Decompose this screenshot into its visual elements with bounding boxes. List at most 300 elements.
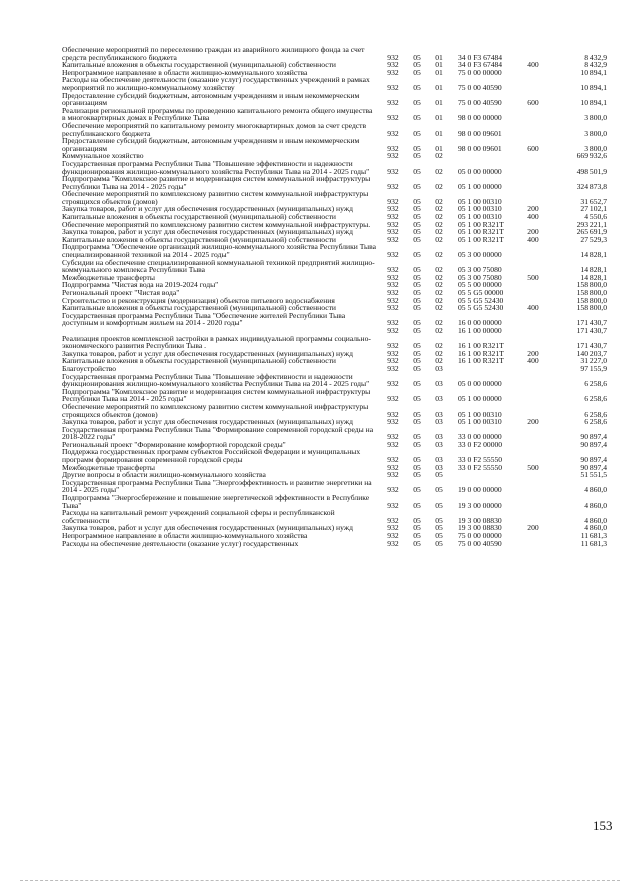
cell-csr: 75 0 00 00000 [458, 531, 502, 540]
cell-sum: 498 501,9 [576, 166, 607, 176]
table-row [62, 494, 640, 509]
page-number: 153 [593, 818, 613, 833]
cell-sum: 158 800,0 [576, 295, 607, 305]
cell-csr: 05 3 00 75080 [458, 272, 502, 282]
table-row [62, 312, 640, 327]
cell-pr: 03 [435, 432, 443, 442]
cell-name: Непрограммное направление в области жилищно-коммунального хозяйства [62, 67, 308, 77]
cell-csr: 33 0 F2 55550 [458, 455, 503, 465]
cell-pr: 02 [435, 265, 443, 275]
cell-rz: 05 [413, 265, 421, 275]
cell-grbs: 932 [387, 439, 399, 449]
cell-name: Поддержка государственных программ субъектов Российской Федерации и муниципальных программ формирования современной городской среды [62, 447, 361, 465]
cell-vr: 500 [527, 272, 539, 282]
cell-grbs: 932 [387, 455, 399, 465]
cell-grbs: 932 [387, 379, 399, 389]
cell-grbs: 932 [387, 500, 399, 510]
cell-csr: 05 1 00 00310 [458, 204, 502, 214]
cell-sum: 27 529,3 [580, 234, 607, 244]
cell-rz: 05 [413, 212, 421, 222]
cell-vr: 200 [527, 204, 539, 214]
cell-csr: 33 0 00 00000 [458, 432, 502, 442]
cell-pr: 01 [435, 128, 443, 138]
cell-rz: 05 [413, 363, 421, 373]
cell-sum: 158 800,0 [576, 303, 607, 313]
cell-name: Межбюджетные трансферты [62, 272, 155, 282]
table-row [62, 137, 640, 152]
cell-csr: 05 1 00 00000 [458, 394, 502, 404]
cell-csr: 05 1 00 00310 [458, 212, 502, 222]
cell-sum: 8 432,9 [584, 60, 607, 70]
cell-rz: 05 [413, 462, 421, 472]
cell-rz: 05 [413, 234, 421, 244]
cell-grbs: 932 [387, 143, 399, 153]
table-row [62, 46, 640, 61]
cell-vr: 600 [527, 98, 539, 108]
cell-name: Благоустройство [62, 363, 117, 373]
cell-name: Капитальные вложения в объекты государственной (муниципальной) собственности [62, 356, 336, 366]
footer-rule [20, 880, 620, 882]
cell-name: Региональный проект "Формирование комфортной городской среды" [62, 439, 286, 449]
table-row [62, 388, 640, 403]
cell-grbs: 932 [387, 82, 399, 92]
cell-name: Государственная программа Республики Тыва "Энергоэффективность и развитие энергетики на 2014 - 2025 годы" [62, 477, 372, 495]
cell-rz: 05 [413, 181, 421, 191]
cell-name: Обеспечение мероприятий по капитальному ремонту многоквартирных домов за счет средств республиканского бюджета [62, 120, 367, 138]
cell-sum: 171 430,7 [576, 325, 607, 335]
cell-sum: 3 800,0 [584, 143, 607, 153]
cell-rz: 05 [413, 227, 421, 237]
cell-sum: 6 258,6 [584, 394, 607, 404]
cell-name: Коммунальное хозяйство [62, 151, 144, 161]
cell-pr: 03 [435, 363, 443, 373]
cell-rz: 05 [413, 295, 421, 305]
cell-sum: 171 430,7 [576, 341, 607, 351]
cell-sum: 4 860,0 [584, 485, 607, 495]
cell-grbs: 932 [387, 325, 399, 335]
cell-name: Капитальные вложения в объекты государственной (муниципальной) собственности [62, 60, 336, 70]
cell-pr: 03 [435, 417, 443, 427]
cell-sum: 3 800,0 [584, 128, 607, 138]
cell-vr: 200 [527, 348, 539, 358]
cell-pr: 02 [435, 318, 443, 328]
cell-grbs: 932 [387, 462, 399, 472]
table-row [62, 160, 640, 175]
cell-sum: 158 800,0 [576, 280, 607, 290]
table-row [62, 335, 640, 350]
table-row [62, 509, 640, 524]
cell-grbs: 932 [387, 409, 399, 419]
cell-sum: 27 102,1 [580, 204, 607, 214]
cell-pr: 05 [435, 538, 443, 548]
cell-pr: 02 [435, 219, 443, 229]
table-row [62, 175, 640, 190]
cell-pr: 02 [435, 272, 443, 282]
cell-rz: 05 [413, 394, 421, 404]
cell-csr: 05 1 00 00310 [458, 417, 502, 427]
cell-rz: 05 [413, 272, 421, 282]
cell-sum: 6 258,6 [584, 417, 607, 427]
cell-grbs: 932 [387, 181, 399, 191]
cell-pr: 03 [435, 439, 443, 449]
table-row [62, 190, 640, 205]
cell-csr: 05 5 00 00000 [458, 280, 502, 290]
cell-grbs: 932 [387, 227, 399, 237]
cell-pr: 01 [435, 60, 443, 70]
cell-csr: 98 0 00 09601 [458, 128, 502, 138]
cell-vr: 400 [527, 356, 539, 366]
cell-rz: 05 [413, 470, 421, 480]
cell-vr: 200 [527, 227, 539, 237]
cell-name: Субсидии на обеспечение специализированной коммунальной техникой предприятий жилищно-коммунального комплекса Республики Тыва [62, 257, 375, 275]
cell-rz: 05 [413, 166, 421, 176]
cell-csr: 05 5 G5 52430 [458, 295, 504, 305]
cell-name: Закупка товаров, работ и услуг для обеспечения государственных (муниципальных) нужд [62, 204, 353, 214]
cell-pr: 01 [435, 67, 443, 77]
cell-sum: 90 897,4 [580, 432, 607, 442]
table-row [62, 122, 640, 137]
cell-pr: 05 [435, 523, 443, 533]
cell-csr: 34 0 F3 67484 [458, 52, 503, 62]
cell-csr: 16 1 00 R321T [458, 348, 504, 358]
cell-sum: 10 894,1 [580, 67, 607, 77]
cell-rz: 05 [413, 318, 421, 328]
cell-grbs: 932 [387, 67, 399, 77]
cell-name: Капитальные вложения в объекты государственной (муниципальной) собственности [62, 234, 336, 244]
cell-pr: 02 [435, 348, 443, 358]
cell-vr: 400 [527, 303, 539, 313]
cell-rz: 05 [413, 356, 421, 366]
cell-grbs: 932 [387, 363, 399, 373]
cell-grbs: 932 [387, 348, 399, 358]
cell-pr: 05 [435, 500, 443, 510]
cell-vr: 400 [527, 60, 539, 70]
cell-grbs: 932 [387, 341, 399, 351]
cell-csr: 05 1 00 00000 [458, 181, 502, 191]
cell-pr: 05 [435, 531, 443, 540]
cell-rz: 05 [413, 348, 421, 358]
cell-sum: 10 894,1 [580, 82, 607, 92]
cell-grbs: 932 [387, 166, 399, 176]
cell-grbs: 932 [387, 212, 399, 222]
table-row [62, 243, 640, 258]
cell-pr: 02 [435, 288, 443, 297]
cell-vr: 400 [527, 234, 539, 244]
cell-grbs: 932 [387, 295, 399, 305]
cell-grbs: 932 [387, 234, 399, 244]
cell-vr: 200 [527, 523, 539, 533]
cell-name: Государственная программа Республики Тыва "Формирование современной городской среды на 2018-2022 годы" [62, 424, 374, 442]
cell-grbs: 932 [387, 523, 399, 533]
cell-name: Закупка товаров, работ и услуг для обеспечения государственных (муниципальных) нужд [62, 417, 353, 427]
cell-rz: 05 [413, 531, 421, 540]
cell-rz: 05 [413, 250, 421, 260]
cell-grbs: 932 [387, 531, 399, 540]
cell-name: Обеспечение мероприятий по комплексному развитию систем коммунальной инфраструктуры строящихся объектов (домов) [62, 401, 369, 419]
cell-rz: 05 [413, 341, 421, 351]
cell-name: Закупка товаров, работ и услуг для обеспечения государственных (муниципальных) нужд [62, 227, 353, 237]
cell-grbs: 932 [387, 303, 399, 313]
cell-grbs: 932 [387, 538, 399, 548]
cell-pr: 01 [435, 143, 443, 153]
cell-rz: 05 [413, 82, 421, 92]
cell-pr: 02 [435, 227, 443, 237]
table-row [62, 92, 640, 107]
cell-pr: 02 [435, 204, 443, 214]
cell-pr: 01 [435, 82, 443, 92]
table-row [62, 540, 640, 548]
table-row [62, 107, 640, 122]
cell-rz: 05 [413, 485, 421, 495]
cell-rz: 05 [413, 52, 421, 62]
table-row [62, 357, 640, 365]
cell-pr: 02 [435, 166, 443, 176]
cell-grbs: 932 [387, 288, 399, 297]
cell-name: Государственная программа Республики Тыва "Повышение эффективности и надежности функционирования жилищно-коммунального хозяйства Республики Тыва на 2014 - 2025 годы" [62, 371, 370, 389]
cell-rz: 05 [413, 151, 421, 161]
cell-csr: 05 1 00 00310 [458, 409, 502, 419]
cell-sum: 11 681,3 [580, 531, 607, 540]
table-row [62, 76, 640, 91]
cell-pr: 03 [435, 394, 443, 404]
cell-grbs: 932 [387, 265, 399, 275]
cell-sum: 10 894,1 [580, 98, 607, 108]
cell-csr: 33 0 F2 55550 [458, 462, 503, 472]
cell-csr: 75 0 00 40590 [458, 82, 502, 92]
cell-csr: 75 0 00 00000 [458, 67, 502, 77]
cell-rz: 05 [413, 515, 421, 525]
cell-name: Региональный проект "Чистая вода" [62, 288, 180, 297]
cell-grbs: 932 [387, 470, 399, 480]
cell-sum: 6 258,6 [584, 409, 607, 419]
cell-rz: 05 [413, 325, 421, 335]
cell-rz: 05 [413, 379, 421, 389]
cell-rz: 05 [413, 204, 421, 214]
cell-csr: 98 0 00 00000 [458, 113, 502, 123]
cell-csr: 75 0 00 40590 [458, 538, 502, 548]
cell-grbs: 932 [387, 318, 399, 328]
cell-csr: 19 3 00 00000 [458, 500, 502, 510]
cell-rz: 05 [413, 196, 421, 206]
cell-sum: 324 873,8 [576, 181, 607, 191]
table-row [62, 479, 640, 494]
cell-sum: 4 550,6 [584, 212, 607, 222]
table-row [62, 259, 640, 274]
cell-name: Межбюджетные трансферты [62, 462, 155, 472]
cell-sum: 51 551,5 [580, 470, 607, 480]
cell-csr: 16 1 00 R321T [458, 356, 504, 366]
cell-name: Подпрограмма "Комплексное развитие и модернизация систем коммунальной инфраструктуры Республики Тыва на 2014 - 2025 годы" [62, 386, 371, 404]
cell-grbs: 932 [387, 98, 399, 108]
cell-rz: 05 [413, 128, 421, 138]
cell-grbs: 932 [387, 485, 399, 495]
cell-name: Реализация проектов комплексной застройки в рамках индивидуальной программы социально-экономического развития Республики Тыва . [62, 333, 371, 351]
cell-name: Капитальные вложения в объекты государственной (муниципальной) собственности [62, 303, 336, 313]
cell-grbs: 932 [387, 515, 399, 525]
cell-name: Закупка товаров, работ и услуг для обеспечения государственных (муниципальных) нужд [62, 523, 353, 533]
cell-rz: 05 [413, 60, 421, 70]
cell-pr: 05 [435, 485, 443, 495]
cell-name: Капитальные вложения в объекты государственной (муниципальной) собственности [62, 212, 336, 222]
cell-pr: 02 [435, 250, 443, 260]
cell-rz: 05 [413, 432, 421, 442]
cell-sum: 669 932,6 [576, 151, 607, 161]
cell-csr: 16 1 00 00000 [458, 325, 502, 335]
cell-pr: 05 [435, 515, 443, 525]
cell-sum: 8 432,9 [584, 52, 607, 62]
cell-pr: 02 [435, 212, 443, 222]
cell-name: Другие вопросы в области жилищно-коммунального хозяйства [62, 470, 266, 480]
budget-table [62, 46, 640, 547]
cell-vr: 500 [527, 462, 539, 472]
cell-sum: 140 203,7 [576, 348, 607, 358]
cell-csr: 16 0 00 00000 [458, 318, 502, 328]
cell-rz: 05 [413, 67, 421, 77]
cell-name: Закупка товаров, работ и услуг для обеспечения государственных (муниципальных) нужд [62, 348, 353, 358]
cell-name: Подпрограмма "Комплексное развитие и модернизация систем коммунальной инфраструктуры Республики Тыва на 2014 - 2025 годы" [62, 174, 371, 191]
cell-sum: 4 860,0 [584, 515, 607, 525]
cell-grbs: 932 [387, 432, 399, 442]
cell-csr: 16 1 00 R321T [458, 341, 504, 351]
cell-sum: 4 860,0 [584, 523, 607, 533]
cell-vr: 400 [527, 212, 539, 222]
cell-rz: 05 [413, 538, 421, 548]
cell-pr: 03 [435, 379, 443, 389]
cell-sum: 97 155,9 [580, 363, 607, 373]
cell-sum: 4 860,0 [584, 500, 607, 510]
cell-pr: 01 [435, 52, 443, 62]
cell-rz: 05 [413, 523, 421, 533]
cell-pr: 03 [435, 455, 443, 465]
cell-csr: 05 5 G5 00000 [458, 288, 504, 297]
cell-grbs: 932 [387, 113, 399, 123]
cell-sum: 6 258,6 [584, 379, 607, 389]
cell-sum: 31 227,0 [580, 356, 607, 366]
cell-sum: 171 430,7 [576, 318, 607, 328]
cell-rz: 05 [413, 288, 421, 297]
cell-name: Подпрограмма "Чистая вода на 2019-2024 годы" [62, 280, 219, 290]
cell-grbs: 932 [387, 204, 399, 214]
cell-rz: 05 [413, 219, 421, 229]
cell-name: Обеспечение мероприятий по комплексному развитию систем коммунальной инфраструктуры строящихся объектов (домов) [62, 189, 369, 206]
cell-name: Подпрограмма "Обеспечение организаций жилищно-коммунального хозяйства Республики Тыва специализированной техникой на 2014 - 2025 годы" [62, 242, 376, 260]
cell-sum: 293 221,1 [576, 219, 607, 229]
cell-vr: 200 [527, 417, 539, 427]
cell-grbs: 932 [387, 52, 399, 62]
cell-rz: 05 [413, 303, 421, 313]
cell-pr: 01 [435, 113, 443, 123]
cell-rz: 05 [413, 113, 421, 123]
cell-rz: 05 [413, 409, 421, 419]
cell-pr: 02 [435, 356, 443, 366]
cell-csr: 75 0 00 40590 [458, 98, 502, 108]
cell-rz: 05 [413, 98, 421, 108]
cell-pr: 02 [435, 341, 443, 351]
cell-csr: 05 1 00 R321T [458, 219, 504, 229]
cell-name: Расходы на обеспечение деятельности (оказание услуг) государственных [62, 538, 299, 548]
cell-sum: 90 897,4 [580, 455, 607, 465]
cell-sum: 90 897,4 [580, 439, 607, 449]
cell-rz: 05 [413, 280, 421, 290]
cell-name: Государственная программа Республики Тыва "Обеспечение жителей Республики Тыва доступным и комфортным жильем на 2014 - 2020 годы" [62, 310, 346, 328]
cell-pr: 02 [435, 234, 443, 244]
cell-name: Подпрограмма "Энергосбережение и повышение энергетической эффективности в Республике Тыва" [62, 493, 370, 510]
cell-name: Реализация региональной программы по проведению капитального ремонта общего имущества в многоквартирных домах в Республике Тыва [62, 105, 373, 123]
cell-csr: 19 3 00 08830 [458, 523, 502, 533]
cell-pr: 05 [435, 470, 443, 480]
cell-pr: 02 [435, 181, 443, 191]
cell-grbs: 932 [387, 151, 399, 161]
cell-pr: 02 [435, 295, 443, 305]
cell-csr: 34 0 F3 67484 [458, 60, 503, 70]
cell-csr: 19 0 00 00000 [458, 485, 502, 495]
cell-sum: 31 652,7 [580, 196, 607, 206]
cell-grbs: 932 [387, 196, 399, 206]
cell-pr: 03 [435, 462, 443, 472]
cell-rz: 05 [413, 500, 421, 510]
cell-name: Расходы на капитальный ремонт учреждений социальной сферы и республиканской собственности [62, 508, 335, 525]
cell-grbs: 932 [387, 272, 399, 282]
cell-name: Государственная программа Республики Тыва "Повышение эффективности и надежности функционирования жилищно-коммунального хозяйства Республики Тыва на 2014 - 2025 годы" [62, 158, 370, 176]
cell-name: Расходы на обеспечение деятельности (оказание услуг) государственных учреждений в рамках мероприятий по жилищно-коммунальному хозяйству [62, 75, 370, 92]
cell-rz: 05 [413, 455, 421, 465]
cell-rz: 05 [413, 439, 421, 449]
table-row [62, 448, 640, 463]
cell-name: Предоставление субсидий бюджетным, автономным учреждениям и иным некоммерческим организациям [62, 90, 360, 108]
cell-sum: 14 828,1 [580, 250, 607, 260]
cell-grbs: 932 [387, 356, 399, 366]
cell-name: Строительство и реконструкция (модернизация) объектов питьевого водоснабжения [62, 295, 335, 305]
cell-sum: 11 681,3 [580, 538, 607, 548]
cell-grbs: 932 [387, 60, 399, 70]
cell-sum: 3 800,0 [584, 113, 607, 123]
cell-csr: 05 1 00 00310 [458, 196, 502, 206]
cell-pr: 02 [435, 280, 443, 290]
cell-pr: 02 [435, 325, 443, 335]
cell-csr: 05 3 00 75080 [458, 265, 502, 275]
cell-grbs: 932 [387, 128, 399, 138]
cell-csr: 05 0 00 00000 [458, 166, 502, 176]
cell-name: Обеспечение мероприятий по комплексному развитию систем коммунальной инфраструктуры. [62, 219, 371, 229]
cell-csr: 05 0 00 00000 [458, 379, 502, 389]
cell-vr: 600 [527, 143, 539, 153]
cell-csr: 98 0 00 09601 [458, 143, 502, 153]
cell-csr: 05 5 G5 52430 [458, 303, 504, 313]
cell-csr: 19 3 00 08830 [458, 515, 502, 525]
cell-rz: 05 [413, 417, 421, 427]
cell-grbs: 932 [387, 250, 399, 260]
cell-pr: 02 [435, 196, 443, 206]
cell-grbs: 932 [387, 417, 399, 427]
cell-pr: 02 [435, 303, 443, 313]
cell-sum: 158 800,0 [576, 288, 607, 297]
table-row [62, 373, 640, 388]
cell-csr: 05 1 00 R321T [458, 227, 504, 237]
cell-sum: 14 828,1 [580, 272, 607, 282]
cell-grbs: 932 [387, 280, 399, 290]
cell-sum: 265 691,9 [576, 227, 607, 237]
cell-sum: 14 828,1 [580, 265, 607, 275]
cell-name: Непрограммное направление в области жилищно-коммунального хозяйства [62, 531, 308, 540]
cell-pr: 03 [435, 409, 443, 419]
cell-pr: 02 [435, 151, 443, 161]
table-row [62, 426, 640, 441]
cell-name: Обеспечение мероприятий по переселению граждан из аварийного жилищного фонда за счет средств республиканского бюджета [62, 45, 365, 62]
cell-grbs: 932 [387, 394, 399, 404]
cell-rz: 05 [413, 143, 421, 153]
cell-name: Предоставление субсидий бюджетным, автономным учреждениям и иным некоммерческим организациям [62, 136, 360, 153]
cell-pr: 01 [435, 98, 443, 108]
